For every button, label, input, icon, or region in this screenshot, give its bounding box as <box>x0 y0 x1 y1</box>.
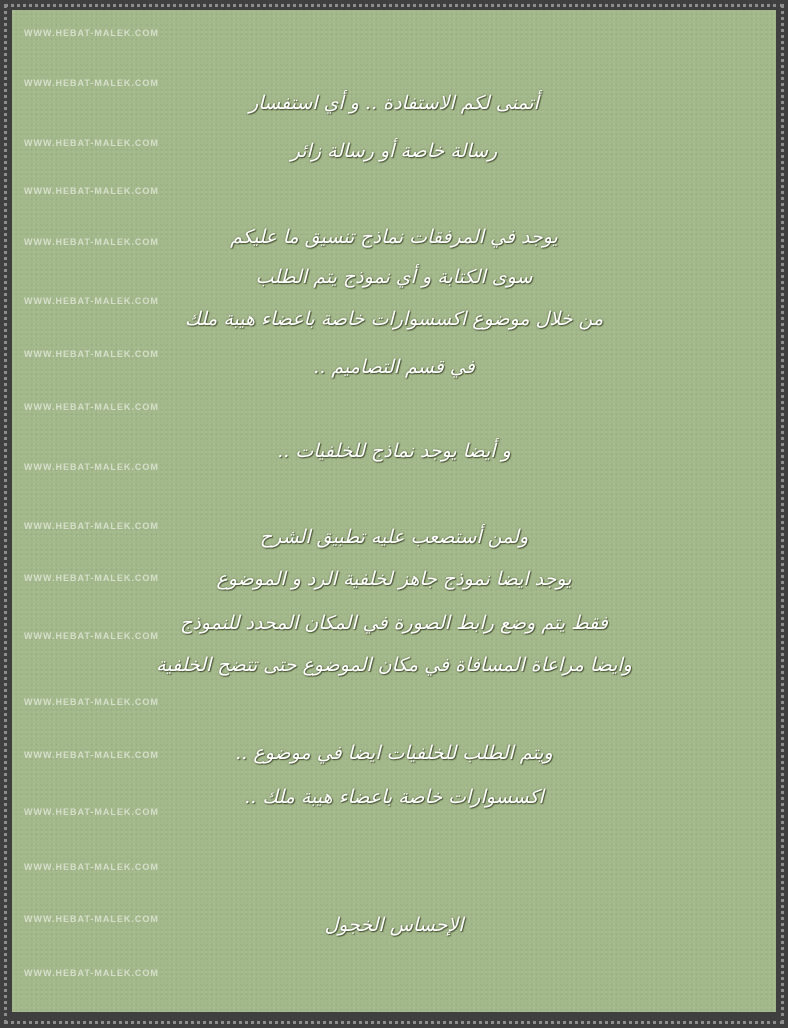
text-line: رسالة خاصة أو رسالة زائر <box>290 140 498 162</box>
text-line: وايضا مراعاة المسافاة في مكان الموضوع حتى تتضح الخلفية <box>156 654 632 676</box>
watermark: WWW.HEBAT-MALEK.COM <box>24 186 159 196</box>
text-line: في قسم التصاميم .. <box>313 356 475 378</box>
watermark: WWW.HEBAT-MALEK.COM <box>24 573 159 583</box>
watermark: WWW.HEBAT-MALEK.COM <box>24 697 159 707</box>
watermark: WWW.HEBAT-MALEK.COM <box>24 914 159 924</box>
signature: الإحساس الخجول <box>324 914 464 936</box>
watermark: WWW.HEBAT-MALEK.COM <box>24 631 159 641</box>
watermark: WWW.HEBAT-MALEK.COM <box>24 462 159 472</box>
text-line: من خلال موضوع اكسسوارات خاصة باعضاء هيبة ملك <box>184 308 604 330</box>
watermark: WWW.HEBAT-MALEK.COM <box>24 750 159 760</box>
text-line: فقط يتم وضع رابط الصورة في المكان المحدد للنموذج <box>180 612 608 634</box>
watermark: WWW.HEBAT-MALEK.COM <box>24 28 159 38</box>
text-line: ويتم الطلب للخلفيات ايضا في موضوع .. <box>235 742 553 764</box>
watermark: WWW.HEBAT-MALEK.COM <box>24 862 159 872</box>
watermark: WWW.HEBAT-MALEK.COM <box>24 78 159 88</box>
text-line: يوجد ايضا نموذج جاهز لخلفية الرد و الموضوع <box>216 568 572 590</box>
watermark: WWW.HEBAT-MALEK.COM <box>24 237 159 247</box>
text-line: ولمن أستصعب عليه تطبيق الشرح <box>259 526 529 548</box>
watermark: WWW.HEBAT-MALEK.COM <box>24 968 159 978</box>
text-line: اكسسوارات خاصة باعضاء هيبة ملك .. <box>244 786 544 808</box>
watermark: WWW.HEBAT-MALEK.COM <box>24 807 159 817</box>
watermark: WWW.HEBAT-MALEK.COM <box>24 296 159 306</box>
text-line: يوجد في المرفقات نماذج تنسيق ما عليكم <box>230 226 558 248</box>
text-line: سوى الكتابة و أي نموذج يتم الطلب <box>255 266 533 288</box>
watermark: WWW.HEBAT-MALEK.COM <box>24 349 159 359</box>
watermark: WWW.HEBAT-MALEK.COM <box>24 402 159 412</box>
watermark: WWW.HEBAT-MALEK.COM <box>24 521 159 531</box>
text-line: و أيضا يوجد نماذج للخلفيات .. <box>277 440 511 462</box>
text-line: أتمنى لكم الاستفادة .. و أي استفسار <box>249 92 539 114</box>
watermark: WWW.HEBAT-MALEK.COM <box>24 138 159 148</box>
